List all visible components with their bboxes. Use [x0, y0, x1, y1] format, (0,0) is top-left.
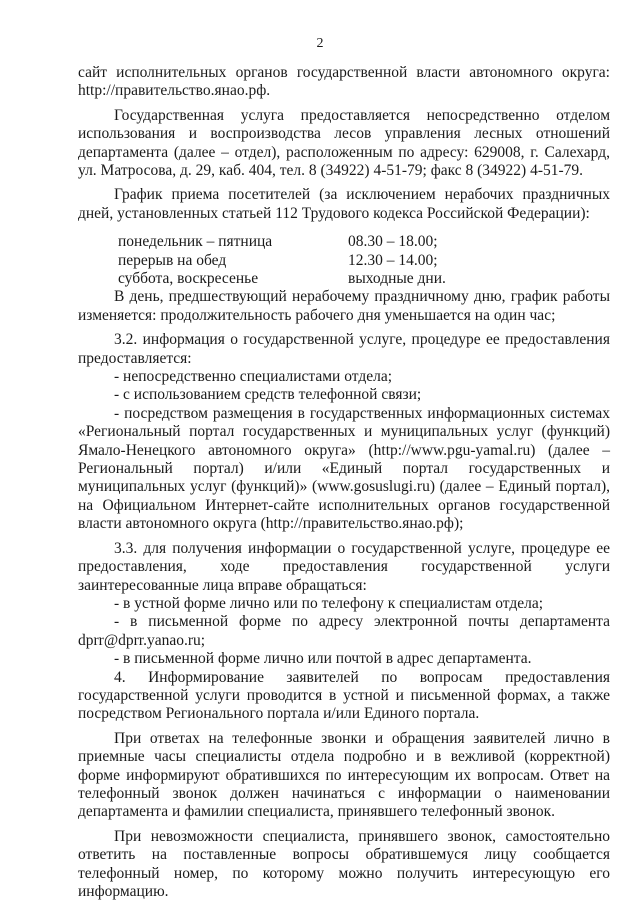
schedule-time: 12.30 – 14.00;	[348, 251, 438, 269]
schedule-row	[118, 270, 610, 288]
schedule-row	[118, 252, 610, 270]
paragraph: сайт исполнительных органов государственной власти автономного округа: http://правительство.янао.рф.	[78, 64, 610, 100]
schedule-day: суббота, воскресенье	[118, 270, 259, 288]
list-item: - в письменной форме лично или почтой в адрес департамента.	[114, 650, 532, 668]
list-item: - в устной форме лично или по телефону к специалистам отдела;	[114, 594, 544, 612]
schedule-day: понедельник – пятница	[118, 233, 273, 251]
paragraph: График приема посетителей (за исключением нерабочих праздничных дней, установленных статьей 112 Трудового кодекса Российской Федерации):	[78, 186, 610, 222]
schedule-time: 08.30 – 18.00;	[348, 233, 438, 251]
list-item: - непосредственно специалистами отдела;	[114, 368, 393, 386]
schedule-row	[118, 233, 610, 251]
paragraph: 4. Информирование заявителей по вопросам предоставления государственной услуги проводится в устной и письменной формах, а также посредством Регионального портала и/или Единого портала.	[78, 668, 610, 723]
document-body	[78, 64, 610, 901]
paragraph: В день, предшествующий нерабочему праздничному дню, график работы изменяется: продолжительность рабочего дня уменьшается на один час;	[78, 288, 610, 324]
paragraph: Государственная услуга предоставляется непосредственно отделом использования и воспроизводства лесов управления лесных отношений департамента (далее – отдел), расположенным по адресу: 629008, г. Салехард, ул. Матросова, д. 29, каб. 404, тел. 8 (34922) 4-51-79; факс 8 (34922) 4-51-79.	[78, 106, 610, 180]
list-item: - с использованием средств телефонной связи;	[114, 386, 422, 404]
list-item: - в письменной форме по адресу электронной почты департамента dprr@dprr.yanao.ru;	[78, 613, 610, 649]
visitor-schedule	[118, 233, 610, 288]
schedule-time: выходные дни.	[348, 270, 446, 288]
paragraph: 3.3. для получения информации о государственной услуге, процедуре ее предоставления, ходе предоставления государственной услуги заинтересованные лица вправе обращаться:	[78, 539, 610, 594]
schedule-day: перерыв на обед	[118, 251, 227, 269]
paragraph: При ответах на телефонные звонки и обращения заявителей лично в приемные часы специалисты отдела подробно и в вежливой (корректной) форме информируют обратившихся по интересующим их вопросам. Ответ на телефонный звонок должен начинаться с информации о наименовании департамента и фамилии специалиста, принявшего телефонный звонок.	[78, 729, 610, 821]
paragraph: При невозможности специалиста, принявшего звонок, самостоятельно ответить на поставленные вопросы обратившемуся лицу сообщается телефонный номер, по которому можно получить интересующую его информацию.	[78, 827, 610, 901]
list-item: - посредством размещения в государственных информационных системах «Региональный портал государственных и муниципальных услуг (функций) Ямало-Ненецкого автономного округа» (http://www.pgu-yamal.ru) (далее – Региональный портал) и/или «Единый портал государственных и муниципальных услуг (функций)» (www.gosuslugi.ru) (далее – Единый портал), на Официальном Интернет-сайте исполнительных органов государственной власти автономного округа (http://правительство.янао.рф);	[78, 404, 610, 533]
paragraph: 3.2. информация о государственной услуге, процедуре ее предоставления предоставляется:	[78, 331, 610, 367]
page-number: 2	[316, 36, 324, 51]
